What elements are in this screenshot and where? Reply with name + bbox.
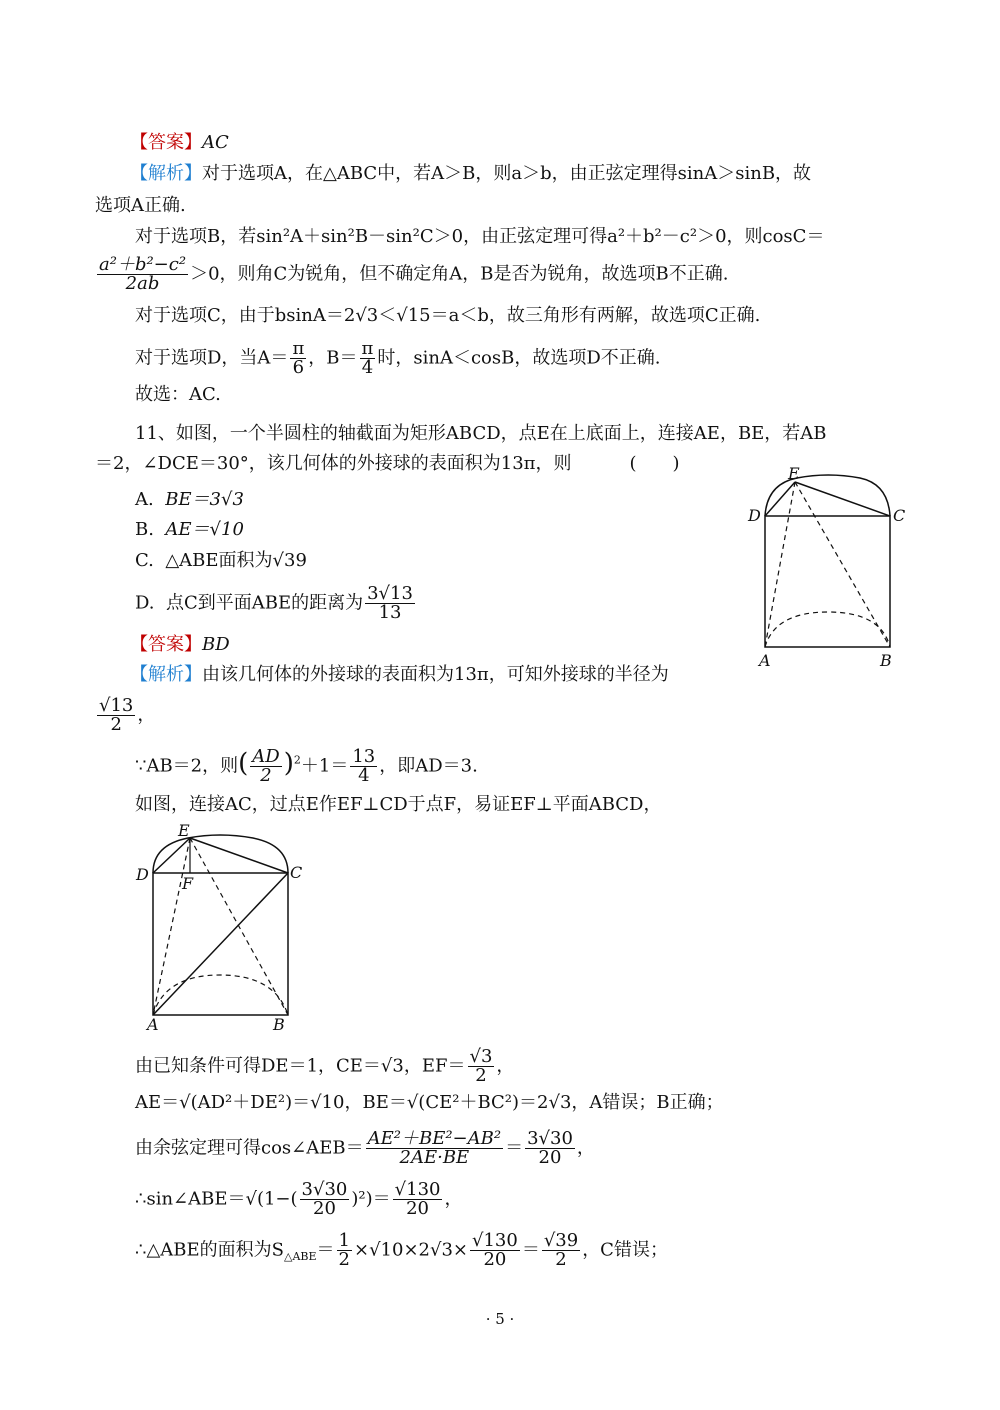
q11-option-c: C. △ABE面积为√39 [135, 550, 307, 571]
q11-stem-line2: ＝2，∠DCE＝30°，该几何体的外接球的表面积为13π，则 ( ) [95, 451, 680, 477]
answer-blank: ( ) [629, 453, 680, 474]
q11-option-a: A. BE＝3√3 [135, 489, 244, 510]
q11-step6: ∴sin∠ABE＝√(1−( $\frac{3√30}{20}$ )²)＝ $\frac{√130}{20}$ ， [135, 1179, 463, 1219]
label-f: F [182, 874, 194, 893]
q10-answer [130, 130, 229, 156]
label-e: E [788, 464, 800, 483]
q11-step1: ∵AB＝2，则( $\frac{AD}{2}$ )$^2$＋1＝ $\frac{13}{4}$ ，即AD＝3. [135, 746, 478, 786]
q11-option-b: B. AE＝√10 [135, 519, 244, 540]
answer-value: AC [202, 132, 229, 153]
q11-step4: AE＝√(AD²＋DE²)＝√10，BE＝√(CE²＋BC²)＝2√3，A错误；B正确； [135, 1092, 724, 1113]
q11-radius: $\frac{√13}{2}$ ， [99, 695, 156, 735]
label-e: E [178, 821, 190, 840]
label-b: B [880, 651, 892, 670]
page-number: · 5 · [485, 1310, 515, 1328]
label-a: A [759, 651, 771, 670]
q10-optC-line: 对于选项C，由于bsinA＝2√3＜√15＝a＜b，故三角形有两解，故选项C正确. [135, 305, 761, 326]
semicylinder-figure-1 [745, 462, 910, 672]
analysis-tag: 【解析】 [130, 163, 202, 184]
q11-stem-line1: 11、如图，一个半圆柱的轴截面为矩形ABCD，点E在上底面上，连接AE，BE，若AB [135, 423, 827, 444]
q11-step3: 由已知条件可得DE＝1，CE＝√3，EF＝ $\frac{√3}{2}$ ， [135, 1046, 515, 1086]
semicylinder-figure-2 [133, 820, 308, 1035]
q11-step5: 由余弦定理可得cos∠AEB＝ $\frac{\text{AE²＋BE²−AB²}}{2AE\cdot BE}$ ＝ $\frac{3√30}{20}$ ， [135, 1128, 595, 1168]
cos-fraction: $\frac{\text{a²＋b²−c²}}{2ab}$ [99, 254, 187, 294]
q11-answer: 【答案】BD [130, 634, 230, 655]
q10-optD-line: 对于选项D，当A＝ $\frac{\pi}{6}$ ，B＝ $\frac{\pi}{4}$ 时，sinA＜cosB，故选项D不正确. [135, 338, 661, 378]
q11-option-d: D. 点C到平面ABE的距离为 $\frac{3√13}{13}$ [135, 583, 413, 623]
label-c: C [290, 863, 303, 882]
label-d: D [136, 865, 149, 884]
q10-optB-line1: 对于选项B，若sin²A＋sin²B－sin²C＞0，由正弦定理可得a²＋b²－c²＞0，则cosC＝ [135, 226, 825, 247]
q10-analysis-line2: 选项A正确. [95, 195, 186, 216]
q10-optB-line2: $\frac{\text{a²＋b²−c²}}{2ab}$ ＞0，则角C为锐角，但不确定角A，B是否为锐角，故选项B不正确. [99, 254, 729, 294]
q11-analysis-line1: 【解析】由该几何体的外接球的表面积为13π，可知外接球的半径为 [130, 664, 669, 685]
label-a: A [147, 1015, 159, 1034]
label-d: D [748, 506, 761, 525]
label-c: C [893, 506, 906, 525]
q10-conclusion: 故选：AC. [135, 384, 221, 405]
q10-analysis-line1 [130, 161, 811, 187]
q11-step7: ∴△ABE的面积为$S_{\triangle ABE}=$ $\frac{1}{2}$ ×√10×2√3× $\frac{√130}{20}$ ＝ $\frac{√39}{2}$ ，C错误； [135, 1230, 668, 1270]
answer-tag: 【答案】 [130, 132, 202, 153]
label-b: B [273, 1015, 285, 1034]
analysis-text: 对于选项A，在△ABC中，若A＞B，则a＞b，由正弦定理得sinA＞sinB，故 [202, 163, 812, 184]
q11-step2: 如图，连接AC，过点E作EF⊥CD于点F，易证EF⊥平面ABCD， [135, 794, 662, 815]
